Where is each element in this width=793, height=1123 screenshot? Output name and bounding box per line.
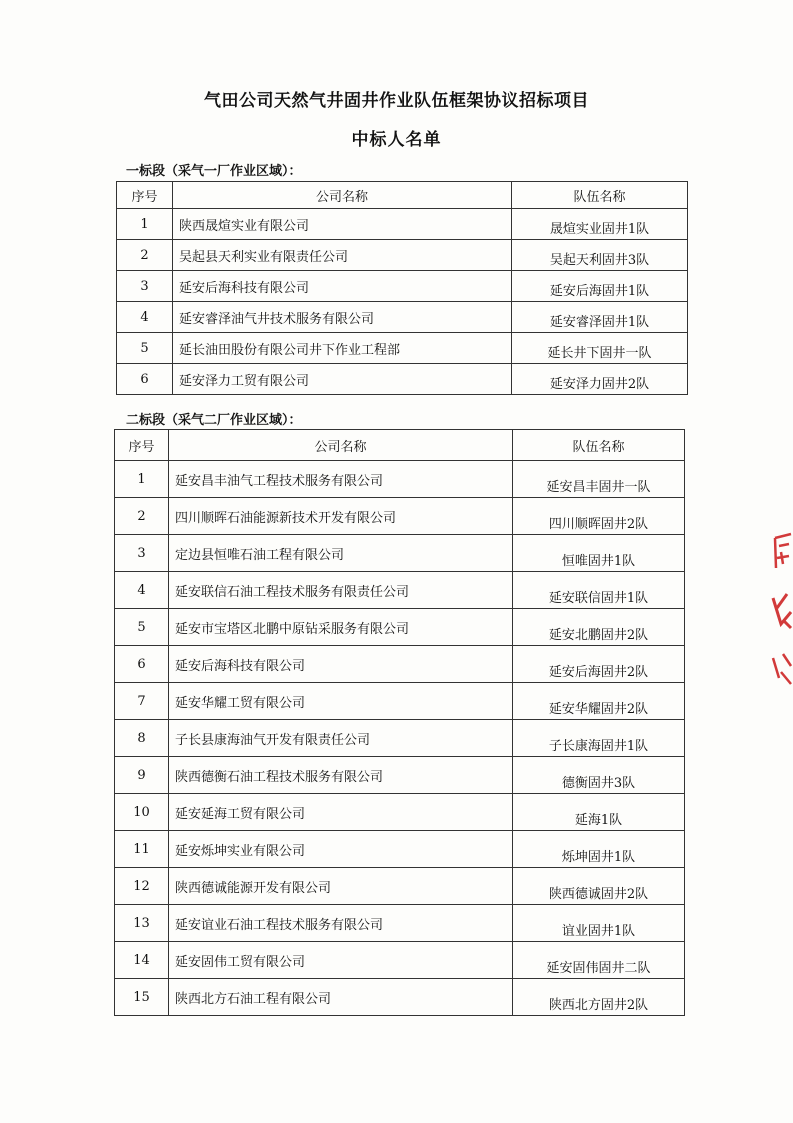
team-name-cell: 延安泽力固井2队 [512,364,688,395]
team-name-cell: 吴起天利固井3队 [512,240,688,271]
team-name-cell: 延安后海固井2队 [513,646,685,683]
company-name-cell: 延安后海科技有限公司 [173,271,512,302]
company-name-cell: 延安谊业石油工程技术服务有限公司 [169,905,513,942]
row-number: 6 [117,364,173,395]
team-name-cell: 延安后海固井1队 [512,271,688,302]
row-number: 8 [115,720,169,757]
team-name-cell: 延安华耀固井2队 [513,683,685,720]
team-name-cell: 四川顺晖固井2队 [513,498,685,535]
table-row [117,302,688,333]
company-name-cell: 延安固伟工贸有限公司 [169,942,513,979]
document-subtitle: 中标人名单 [351,130,442,150]
team-name-cell: 德衡固井3队 [513,757,685,794]
row-number: 15 [115,979,169,1016]
row-number: 3 [115,535,169,572]
company-name-cell: 吴起县天利实业有限责任公司 [173,240,512,271]
company-name-cell: 定边县恒唯石油工程有限公司 [169,535,513,572]
table-row [115,979,685,1016]
company-name-cell: 延安昌丰油气工程技术服务有限公司 [169,461,513,498]
team-name-cell: 晟煊实业固井1队 [512,209,688,240]
header-company: 公司名称 [169,430,513,461]
company-name-cell: 延安烁坤实业有限公司 [169,831,513,868]
row-number: 6 [115,646,169,683]
table-row [117,240,688,271]
table-row [115,683,685,720]
row-number: 14 [115,942,169,979]
company-name-cell: 陕西北方石油工程有限公司 [169,979,513,1016]
company-name-cell: 陕西德诚能源开发有限公司 [169,868,513,905]
row-number: 12 [115,868,169,905]
company-name-cell: 子长县康海油气开发有限责任公司 [169,720,513,757]
company-name-cell: 延安延海工贸有限公司 [169,794,513,831]
header-team: 队伍名称 [513,430,685,461]
row-number: 1 [115,461,169,498]
row-number: 3 [117,271,173,302]
section2-table [114,429,685,1016]
table-row [115,646,685,683]
company-name-cell: 延安睿泽油气井技术服务有限公司 [173,302,512,333]
team-name-cell: 陕西北方固井2队 [513,979,685,1016]
table-row [115,905,685,942]
row-number: 5 [117,333,173,364]
row-number: 4 [117,302,173,333]
table-row [115,794,685,831]
table-row [115,757,685,794]
table-row [115,498,685,535]
company-name-cell: 四川顺晖石油能源新技术开发有限公司 [169,498,513,535]
row-number: 13 [115,905,169,942]
table-row [117,364,688,395]
section1-table [116,181,688,395]
header-no: 序号 [115,430,169,461]
team-name-cell: 延海1队 [513,794,685,831]
table-row [115,868,685,905]
document-title: 气田公司天然气井固井作业队伍框架协议招标项目 [204,91,589,111]
team-name-cell: 延安北鹏固井2队 [513,609,685,646]
table-row [115,535,685,572]
table-row [117,333,688,364]
row-number: 11 [115,831,169,868]
company-name-cell: 延安联信石油工程技术服务有限责任公司 [169,572,513,609]
header-no: 序号 [117,182,173,209]
table-header-row [117,182,688,209]
table-row [117,271,688,302]
team-name-cell: 谊业固井1队 [513,905,685,942]
company-name-cell: 延安市宝塔区北鹏中原钻采服务有限公司 [169,609,513,646]
row-number: 5 [115,609,169,646]
table-row [115,461,685,498]
red-seal-stamp-fragment [763,528,793,688]
table-row [115,942,685,979]
header-company: 公司名称 [173,182,512,209]
row-number: 4 [115,572,169,609]
row-number: 2 [115,498,169,535]
table-row [115,609,685,646]
company-name-cell: 延安泽力工贸有限公司 [173,364,512,395]
team-name-cell: 延安固伟固井二队 [513,942,685,979]
team-name-cell: 延安睿泽固井1队 [512,302,688,333]
team-name-cell: 延安联信固井1队 [513,572,685,609]
section1-label: 一标段（采气一厂作业区域）： [126,164,302,179]
team-name-cell: 烁坤固井1队 [513,831,685,868]
row-number: 9 [115,757,169,794]
company-name-cell: 延安华耀工贸有限公司 [169,683,513,720]
company-name-cell: 延长油田股份有限公司井下作业工程部 [173,333,512,364]
table-row [115,720,685,757]
table-header-row [115,430,685,461]
table-row [115,831,685,868]
table-row [115,572,685,609]
section2-label: 二标段（采气二厂作业区域）： [126,413,302,428]
row-number: 1 [117,209,173,240]
company-name-cell: 延安后海科技有限公司 [169,646,513,683]
row-number: 7 [115,683,169,720]
team-name-cell: 陕西德诚固井2队 [513,868,685,905]
team-name-cell: 延安昌丰固井一队 [513,461,685,498]
team-name-cell: 延长井下固井一队 [512,333,688,364]
team-name-cell: 子长康海固井1队 [513,720,685,757]
row-number: 10 [115,794,169,831]
header-team: 队伍名称 [512,182,688,209]
row-number: 2 [117,240,173,271]
company-name-cell: 陕西晟煊实业有限公司 [173,209,512,240]
company-name-cell: 陕西德衡石油工程技术服务有限公司 [169,757,513,794]
team-name-cell: 恒唯固井1队 [513,535,685,572]
table-row [117,209,688,240]
